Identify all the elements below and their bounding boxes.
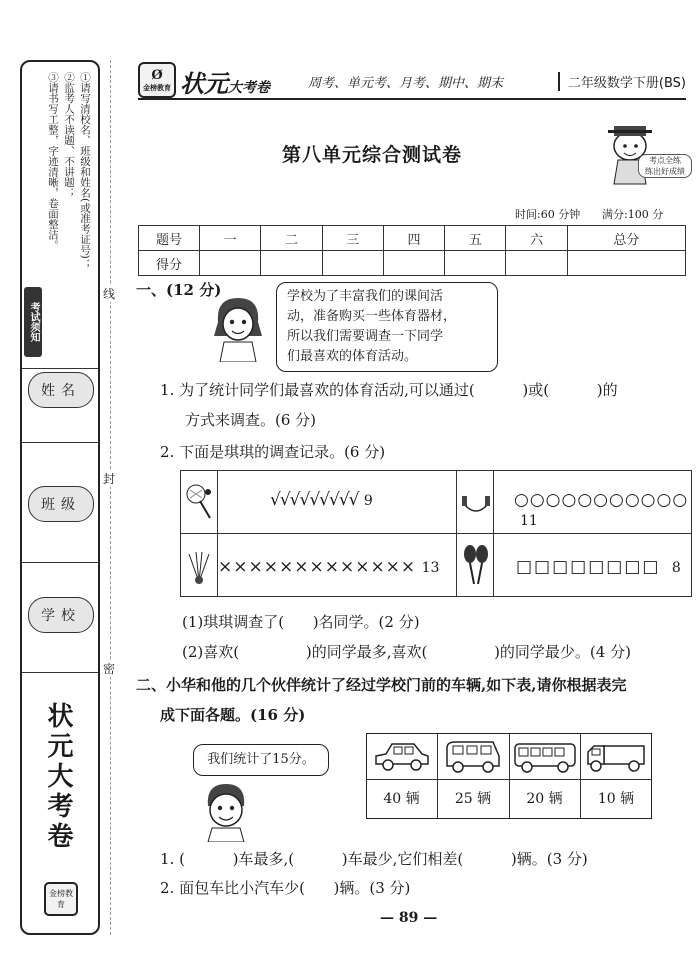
grade-label: 二年级数学下册(BS) bbox=[558, 72, 686, 91]
record-marks-3: ××××××××××××× 13 bbox=[218, 557, 440, 577]
score-table-score-row bbox=[139, 251, 686, 276]
cut-line-char-1: 线 bbox=[103, 287, 116, 301]
score-cell[interactable] bbox=[383, 251, 444, 276]
score-table-header: 三 bbox=[322, 226, 383, 251]
page-number: — 89 — bbox=[380, 910, 438, 926]
divider bbox=[22, 368, 98, 369]
question-1-2-sub1: (1)琪琪调查了( )名同学。(2 分) bbox=[182, 613, 420, 631]
score-cell[interactable] bbox=[506, 251, 567, 276]
girl-student-icon bbox=[208, 292, 268, 362]
cut-line-char-3: 密 bbox=[103, 662, 116, 676]
divider bbox=[22, 562, 98, 563]
minivan-icon bbox=[443, 738, 503, 778]
cut-line-char-2: 封 bbox=[103, 472, 116, 486]
question-2-1: 1. ( )车最多,( )车最少,它们相差( )辆。(3 分) bbox=[160, 850, 588, 868]
mascot-illustration bbox=[590, 118, 690, 188]
name-field[interactable]: 姓名 bbox=[28, 372, 94, 408]
section2-heading: 二、小华和他的几个伙伴统计了经过学校门前的车辆,如下表,请你根据表完 bbox=[136, 676, 627, 694]
score-cell[interactable] bbox=[322, 251, 383, 276]
speech-bubble-boy: 我们统计了15分。 bbox=[193, 744, 329, 776]
section1-heading: 一、(12 分) bbox=[136, 281, 222, 299]
bus-icon bbox=[513, 740, 577, 778]
score-table-header: 二 bbox=[261, 226, 322, 251]
score-cell[interactable] bbox=[567, 251, 685, 276]
brand-title: 状元大考卷 bbox=[180, 70, 270, 98]
header-subtitle: 周考、单元考、月考、期中、期末 bbox=[308, 76, 504, 91]
question-1-1-cont: 方式来调查。(6 分) bbox=[185, 411, 317, 429]
class-field[interactable]: 班级 bbox=[28, 486, 94, 522]
score-table-header: 一 bbox=[200, 226, 261, 251]
section2-heading-cont: 成下面各题。(16 分) bbox=[160, 706, 306, 724]
score-table-header: 题号 bbox=[139, 226, 200, 251]
boy-illustration bbox=[196, 780, 256, 842]
publisher-logo: Ø 金榜教育 bbox=[138, 62, 176, 98]
page-title: 第八单元综合测试卷 bbox=[282, 144, 463, 166]
score-cell[interactable] bbox=[200, 251, 261, 276]
school-field[interactable]: 学校 bbox=[28, 597, 94, 633]
rackets-icon bbox=[460, 544, 492, 592]
score-row-label: 得分 bbox=[139, 251, 200, 276]
score-table-header: 五 bbox=[445, 226, 506, 251]
binding-strip bbox=[20, 60, 100, 935]
brand-logo-small: 金榜教育 bbox=[44, 882, 78, 916]
badminton-icon bbox=[184, 482, 214, 526]
jump-rope-icon bbox=[460, 484, 492, 524]
score-table-header-row bbox=[139, 226, 686, 251]
record-marks-1: √√√√√√√√√ 9 bbox=[270, 490, 373, 510]
question-2-2: 2. 面包车比小汽车少( )辆。(3 分) bbox=[160, 879, 411, 897]
question-1-1: 1. 为了统计同学们最喜欢的体育活动,可以通过( )或( )的 bbox=[160, 381, 618, 399]
score-table bbox=[138, 225, 686, 276]
brand-vertical: 状元大考卷 bbox=[43, 702, 73, 852]
question-1-2-sub2: (2)喜欢( )的同学最多,喜欢( )的同学最少。(4 分) bbox=[182, 643, 631, 661]
record-marks-2: ○○○○○○○○○○○ 11 bbox=[514, 490, 689, 529]
boy-student-icon bbox=[196, 780, 256, 842]
question-1-2: 2. 下面是琪琪的调查记录。(6 分) bbox=[160, 443, 386, 461]
score-cell[interactable] bbox=[445, 251, 506, 276]
divider bbox=[22, 442, 98, 443]
vehicle-count-bus: 20 辆 bbox=[526, 791, 563, 807]
time-limit: 时间:60 分钟 bbox=[515, 208, 581, 221]
score-table-header: 四 bbox=[383, 226, 444, 251]
record-marks-4: □□□□□□□□ 8 bbox=[516, 557, 681, 577]
full-score: 满分:100 分 bbox=[602, 208, 664, 221]
instruction-2: ②监考人不读题、不讲题； bbox=[63, 72, 75, 198]
girl-illustration bbox=[208, 292, 268, 362]
score-table-header: 六 bbox=[506, 226, 567, 251]
instruction-3: ③请书写工整，字迹清晰，卷面整洁。 bbox=[47, 72, 59, 251]
instruction-label: 考试须知 bbox=[24, 287, 42, 357]
truck-icon bbox=[584, 738, 648, 778]
speech-bubble-teacher: 学校为了丰富我们的课间活 动，准备购买一些体育器材， 所以我们需要调查一下同学 们最喜欢的体育活动。 bbox=[276, 282, 498, 372]
instruction-1: ①请写清校名、班级和姓名(或准考证号)； bbox=[79, 72, 91, 270]
vehicle-count-truck: 10 辆 bbox=[597, 791, 635, 807]
divider bbox=[22, 672, 98, 673]
shuttlecock-icon bbox=[184, 546, 214, 590]
car-icon bbox=[372, 738, 432, 778]
cut-line bbox=[110, 60, 111, 935]
score-cell[interactable] bbox=[261, 251, 322, 276]
vehicle-count-minivan: 25 辆 bbox=[454, 791, 492, 807]
vehicle-count-car: 40 辆 bbox=[383, 791, 420, 807]
score-table-header: 总分 bbox=[567, 226, 685, 251]
page-header bbox=[138, 62, 686, 100]
mascot-caption: 考点全练 练出好成绩 bbox=[638, 154, 692, 178]
